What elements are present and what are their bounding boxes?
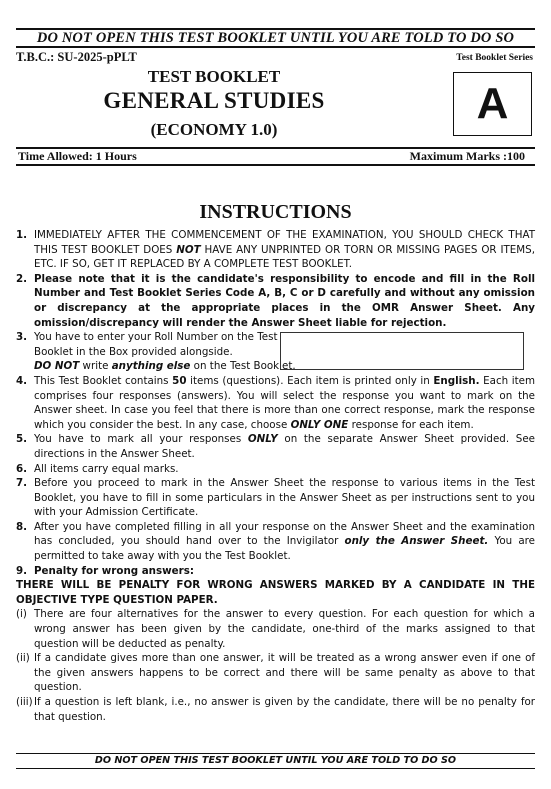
instruction-item-9: [16, 564, 535, 579]
item-text: items (questions). Each item is printed only in: [186, 374, 434, 387]
instructions-list: [16, 228, 535, 724]
sub-item-text: If a question is left blank, i.e., no answer is given by the candidate, there will be no penalty for that question.: [34, 696, 535, 723]
maximum-marks: Maximum Marks :100: [409, 149, 525, 163]
item-number: 7.: [16, 477, 28, 490]
item-number: 6.: [16, 462, 28, 475]
instructions-heading: INSTRUCTIONS: [199, 201, 352, 223]
item-text: You are permitted to take away with you the Test Booklet.: [34, 535, 535, 563]
penalty-rule-1: [16, 607, 535, 651]
item-text: response for each item.: [348, 418, 474, 431]
emphasis-text: NOT: [176, 243, 201, 256]
test-booklet-cover: [16, 0, 535, 789]
time-allowed: Time Allowed: 1 Hours: [18, 149, 137, 163]
item-number: 4.: [16, 374, 28, 387]
item-text: on the separate Answer Sheet provided. See directions in the Answer Sheet.: [34, 433, 535, 460]
sub-item-number: (ii): [16, 652, 30, 665]
item-text: on the Test Booklet.: [190, 360, 296, 373]
item-text: write: [79, 360, 112, 373]
bottom-warning-banner: DO NOT OPEN THIS TEST BOOKLET UNTIL YOU ARE TOLD TO DO SO: [16, 753, 535, 769]
sub-subject-title: (ECONOMY 1.0): [150, 120, 278, 139]
item-number: 9.: [16, 564, 28, 577]
exam-meta-bar: [16, 147, 535, 166]
item-text: You have to mark all your responses: [34, 433, 248, 446]
instruction-item-7: [16, 476, 535, 520]
item-text: All items carry equal marks.: [34, 462, 179, 475]
sub-item-text: If a candidate gives more than one answer, it will be treated as a wrong answer even if one of the given answers happens to be correct and there will be same penalty as above to that question.: [34, 652, 535, 694]
item-number: 8.: [16, 520, 28, 533]
sub-item-number: (i): [16, 608, 27, 621]
subject-title: GENERAL STUDIES: [103, 88, 325, 113]
penalty-note: THERE WILL BE PENALTY FOR WRONG ANSWERS MARKED BY A CANDIDATE IN THE OBJECTIVE TYPE QUESTION PAPER.: [16, 579, 535, 606]
item-text: Each item comprises four responses (answers). You will select the response you want to mark on the Answer sheet. In case you feel that there is more than one correct response, mark the response which you consider the best. In any case, choose: [34, 374, 536, 431]
emphasis-text: ONLY: [247, 433, 278, 446]
penalty-rule-3: [16, 695, 535, 724]
item-number: 1.: [16, 229, 28, 241]
item-text: You have to enter your Roll Number on the Test Booklet in the Box provided alongside.: [34, 331, 278, 358]
emphasis-text: ONLY ONE: [290, 418, 349, 431]
emphasis-text: English.: [433, 374, 480, 387]
booklet-label: TEST BOOKLET: [147, 67, 281, 86]
instruction-item-2: [16, 272, 535, 330]
emphasis-text: only the Answer Sheet.: [344, 535, 489, 548]
emphasis-text: DO NOT: [34, 360, 80, 373]
item-number: 5.: [16, 433, 28, 446]
penalty-rule-2: [16, 651, 535, 695]
instruction-item-6: [16, 462, 535, 477]
item-text: HAVE ANY UNPRINTED OR TORN OR MISSING PAGES OR ITEMS, ETC. IF SO, GET IT REPLACED BY A COMPLETE TEST BOOKLET.: [34, 243, 535, 271]
sub-item-text: There are four alternatives for the answer to every question. For each question for which a wrong answer has been given by the candidate, one-third of the marks assigned to that question will be deducted as penalty.: [34, 608, 535, 650]
roll-number-box[interactable]: [280, 332, 524, 370]
item-text: This Test Booklet contains: [34, 374, 173, 387]
item-text: IMMEDIATELY AFTER THE COMMENCEMENT OF THE EXAMINATION, YOU SHOULD CHECK THAT THIS TEST BOOKLET DOES: [34, 229, 535, 256]
sub-item-number: (iii): [16, 696, 33, 708]
instruction-item-8: [16, 520, 535, 564]
test-booklet-series-label: Test Booklet Series: [456, 53, 533, 63]
instruction-item-5: [16, 432, 535, 461]
tbc-code: T.B.C.: SU-2025-pPLT: [16, 50, 137, 64]
item-number: 3.: [16, 331, 28, 344]
item-text: Please note that it is the candidate's responsibility to encode and fill in the Roll Number and Test Booklet Series Code A, B, C or D carefully and without any omission or discrepancy at the appropriate places in the OMR Answer Sheet. Any omission/discrepancy will render the Answer Sheet liable for rejection.: [34, 272, 535, 329]
item-text: After you have completed filling in all your response on the Answer Sheet and the examination has concluded, you should hand over to the Invigilator: [34, 520, 535, 548]
item-number: 2.: [16, 272, 28, 285]
item-text: Penalty for wrong answers:: [34, 564, 194, 577]
instruction-item-1: [16, 228, 535, 272]
top-warning-banner: DO NOT OPEN THIS TEST BOOKLET UNTIL YOU ARE TOLD TO DO SO: [16, 28, 535, 48]
instruction-item-4: [16, 374, 535, 432]
item-text: Before you proceed to mark in the Answer Sheet the response to various items in the Test Booklet, you have to fill in some particulars in the Answer Sheet as per instructions sent to you with your Admission Certificate.: [34, 477, 535, 519]
series-code-box: A: [453, 72, 532, 136]
emphasis-text: anything else: [111, 360, 191, 373]
emphasis-text: 50: [172, 374, 187, 387]
